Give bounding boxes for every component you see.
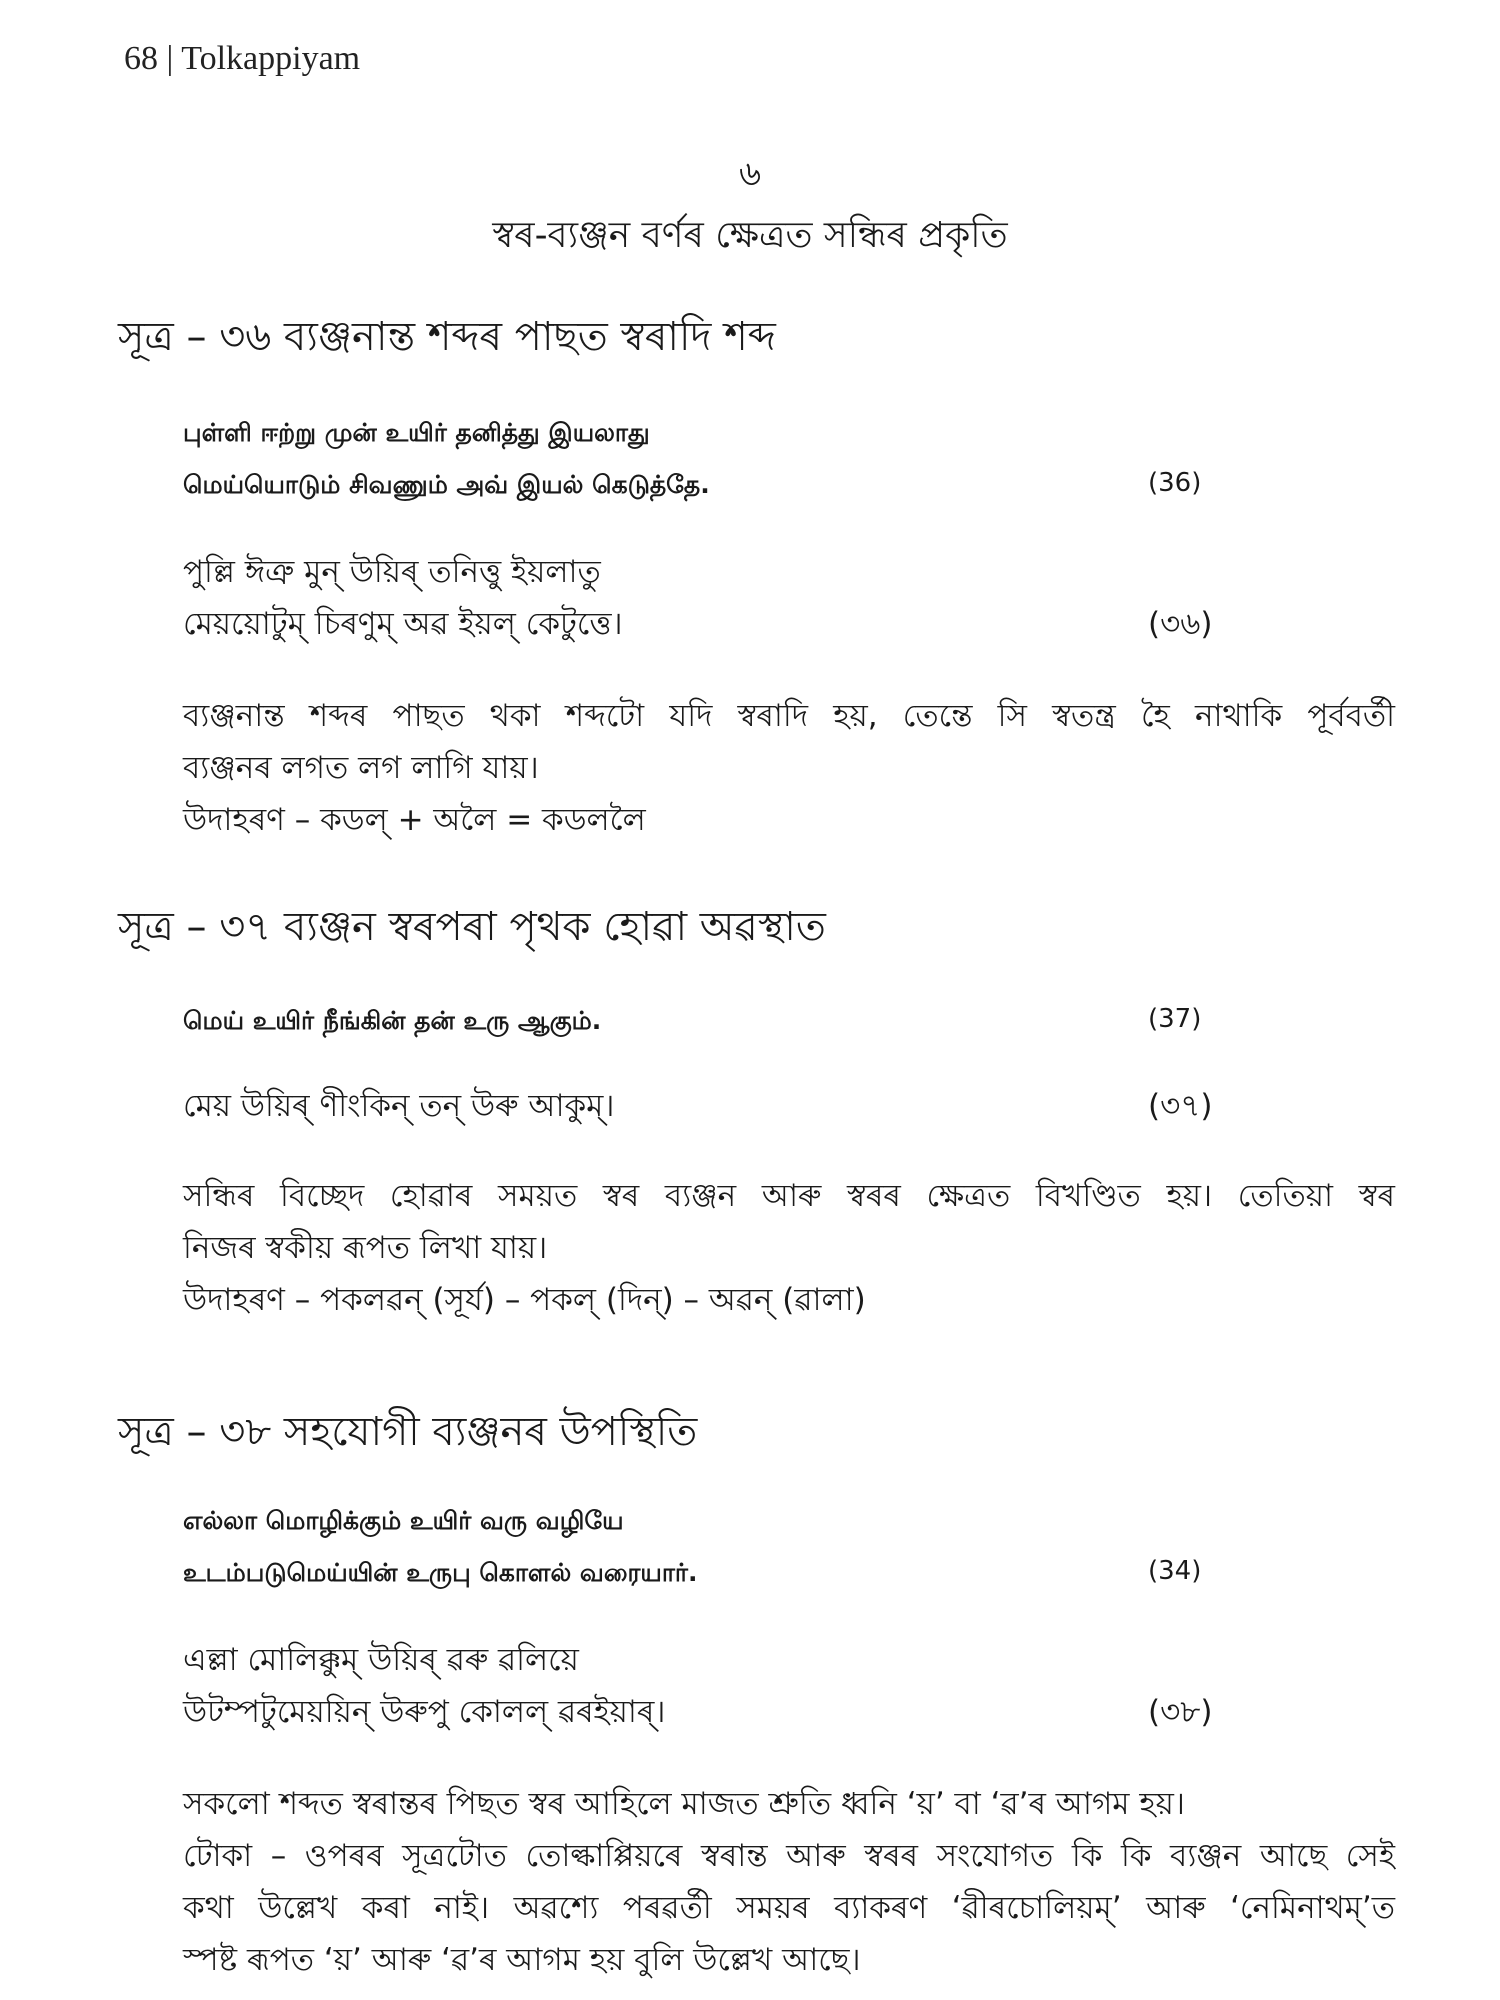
sutra-37-explanation-line-1: সন্ধিৰ বিচ্ছেদ হোৱাৰ সময়ত স্বৰ ব্যঞ্জন আৰু স্বৰৰ ক্ষেত্ৰত বিখণ্ডিত হয়। তেতিয়া স্বৰ [183, 1178, 1395, 1214]
sutra-36-example: উদাহৰণ – কডল্ + অলৈ = কডললৈ [183, 802, 646, 838]
sutra-37-example: উদাহৰণ – পকলৱন্ (সূৰ্য) – পকল্ (দিন্) – অৱন্ (ৱালা) [183, 1282, 866, 1318]
sutra-36-translit-ref: (৩৬) [1148, 606, 1213, 642]
chapter-number: ৬ [738, 154, 762, 194]
sutra-38-tamil-line-2: உடம்படுமெய்யின் உருபு கொளல் வரையார். [183, 1558, 698, 1587]
sutra-38-tamil-line-1: எல்லா மொழிக்கும் உயிர் வரு வழியே [183, 1506, 624, 1535]
sutra-38-note-line-3: স্পষ্ট ৰূপত ‘য়’ আৰু ‘ৱ’ৰ আগম হয় বুলি উল্লেখ আছে। [183, 1942, 861, 1978]
sutra-36-heading: সূত্ৰ – ৩৬ ব্যঞ্জনান্ত শব্দৰ পাছত স্বৰাদি শব্দ [118, 314, 776, 360]
sutra-37-explanation-line-2: নিজৰ স্বকীয় ৰূপত লিখা যায়। [183, 1230, 548, 1266]
sutra-38-note-line-1: টোকা – ওপৰৰ সূত্ৰটোত তোল্কাপ্পিয়ৰে স্বৰান্ত আৰু স্বৰৰ সংযোগত কি কি ব্যঞ্জন আছে সেই [183, 1838, 1395, 1874]
sutra-37-translit-ref: (৩৭) [1148, 1088, 1213, 1124]
sutra-37-tamil-ref: (37) [1148, 1004, 1202, 1034]
running-head: 68 | Tolkappiyam [124, 40, 361, 77]
sutra-38-translit-line-1: এল্লা মোলিক্কুম্ উয়িৰ্ ৱৰু ৱলিয়ে [183, 1642, 579, 1678]
sutra-37-translit-line-1: মেয় উয়িৰ্ ণীংকিন্ তন্ উৰু আকুম্। [183, 1088, 615, 1124]
sutra-37-tamil-line-1: மெய் உயிர் நீங்கின் தன் உரு ஆகும். [183, 1006, 602, 1035]
sutra-38-tamil-ref: (34) [1148, 1556, 1202, 1586]
sutra-38-heading: সূত্ৰ – ৩৮ সহযোগী ব্যঞ্জনৰ উপস্থিতি [118, 1409, 698, 1455]
sutra-37-heading: সূত্ৰ – ৩৭ ব্যঞ্জন স্বৰপৰা পৃথক হোৱা অৱস্থাত [118, 904, 826, 950]
sutra-38-translit-line-2: উটম্পটুমেয়য়িন্ উৰুপু কোলল্ ৱৰইয়াৰ্। [183, 1694, 666, 1730]
sutra-38-explanation-line-1: সকলো শব্দত স্বৰান্তৰ পিছত স্বৰ আহিলে মাজত শ্ৰুতি ধ্বনি ‘য়’ বা ‘ৱ’ৰ আগম হয়। [183, 1786, 1185, 1822]
sutra-36-explanation-line-2: ব্যঞ্জনৰ লগত লগ লাগি যায়। [183, 750, 539, 786]
sutra-36-tamil-line-1: புள்ளி ஈற்று முன் உயிர் தனித்து இயலாது [183, 418, 650, 447]
sutra-36-translit-line-2: মেয়য়োটুম্ চিৰণুম্ অৱ ইয়ল্ কেটুত্তে। [183, 606, 623, 642]
sutra-36-tamil-ref: (36) [1148, 468, 1202, 498]
sutra-38-translit-ref: (৩৮) [1148, 1694, 1213, 1730]
sutra-36-translit-line-1: পুল্লি ঈত্ৰু মুন্ উয়িৰ্ তনিত্তু ইয়লাতু [183, 554, 601, 590]
sutra-36-tamil-line-2: மெய்யொடும் சிவணும் அவ் இயல் கெடுத்தே. [183, 470, 710, 499]
sutra-36-explanation-line-1: ব্যঞ্জনান্ত শব্দৰ পাছত থকা শব্দটো যদি স্বৰাদি হয়, তেন্তে সি স্বতন্ত্ৰ হৈ নাথাকি পূৰ্ববৰ্তী [183, 698, 1395, 734]
sutra-38-note-line-2: কথা উল্লেখ কৰা নাই। অৱশ্যে পৰৱৰ্তী সময়ৰ ব্যাকৰণ ‘ৱীৰচোলিয়ম্’ আৰু ‘নেমিনাথম্’ত [183, 1890, 1395, 1926]
chapter-title: স্বৰ-ব্যঞ্জন বৰ্ণৰ ক্ষেত্ৰত সন্ধিৰ প্ৰকৃতি [492, 215, 1008, 256]
